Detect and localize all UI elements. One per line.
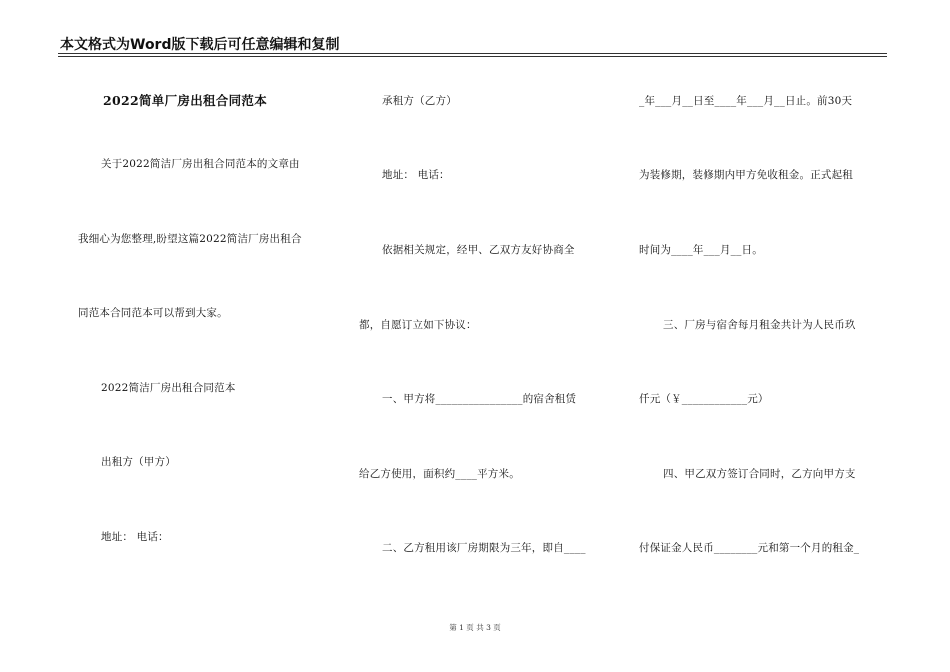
header-rule-thin (58, 56, 887, 57)
header-rule-thick (58, 53, 887, 54)
paragraph-line: 都，自愿订立如下协议： (359, 319, 477, 331)
paragraph-line: 时间为____年___月__日。 (639, 244, 763, 256)
party-b-address-phone: 地址： 电话： (382, 169, 450, 181)
paragraph-line: 为装修期，装修期内甲方免收租金。正式起租 (639, 169, 853, 181)
party-a-label: 出租方（甲方） (101, 456, 176, 468)
paragraph-line: 依据相关规定，经甲、乙双方友好协商全 (382, 244, 575, 256)
page-indicator: 第 1 页 共 3 页 (449, 623, 501, 632)
paragraph-line: 我细心为您整理,盼望这篇2022简洁厂房出租合 (78, 233, 302, 245)
clause-one-line: 一、甲方将________________的宿舍租赁 (382, 393, 577, 405)
paragraph-line: _年___月__日至____年___月__日止。前30天 (639, 95, 853, 107)
clause-three-line: 三、厂房与宿舍每月租金共计为人民币玖 (663, 319, 856, 331)
paragraph-line: 给乙方使用，面积约____平方米。 (359, 468, 520, 480)
paragraph-line: 同范本合同范本可以帮到大家。 (78, 307, 228, 319)
party-b-label: 承租方（乙方） (382, 95, 457, 107)
paragraph-line: 关于2022简洁厂房出租合同范本的文章由 (101, 158, 300, 170)
paragraph-line: 付保证金人民币________元和第一个月的租金_ (639, 542, 860, 554)
paragraph-line: 仟元（￥____________元） (639, 393, 769, 405)
party-a-address-phone: 地址： 电话： (101, 531, 169, 543)
document-title: 2022简单厂房出租合同范本 (103, 93, 267, 108)
document-header-banner: 本文格式为Word版下载后可任意编辑和复制 (60, 37, 340, 53)
contract-subtitle: 2022简洁厂房出租合同范本 (101, 382, 236, 394)
clause-two-line: 二、乙方租用该厂房期限为三年，即自____ (382, 542, 586, 554)
clause-four-line: 四、甲乙双方签订合同时，乙方向甲方支 (663, 468, 856, 480)
